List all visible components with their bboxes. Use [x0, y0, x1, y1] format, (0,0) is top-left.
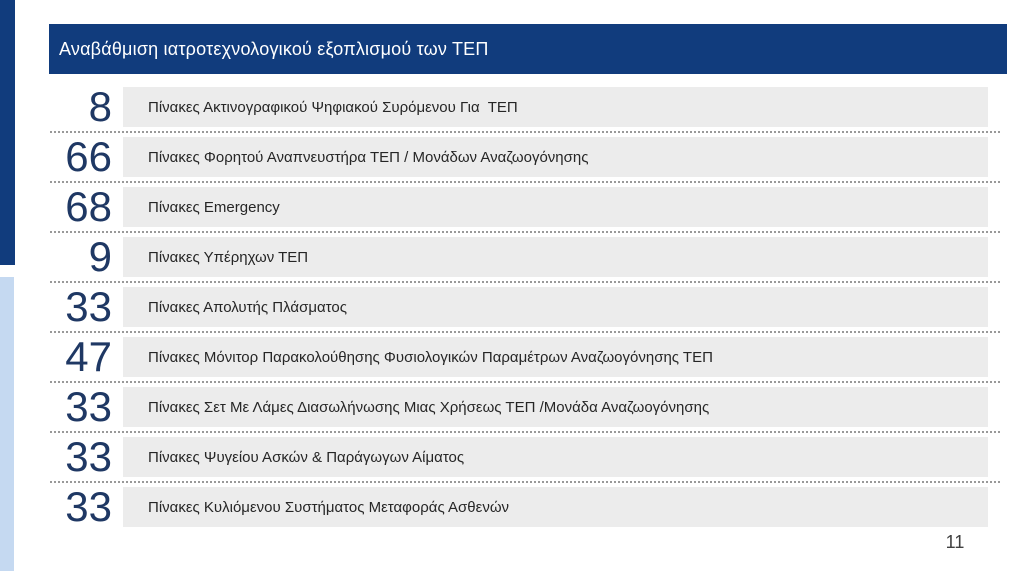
- item-label-bar: [123, 187, 988, 227]
- list-item: [50, 183, 1000, 237]
- item-label-bar: [123, 437, 988, 477]
- item-label-bar: [123, 237, 988, 277]
- item-count: 9: [88, 233, 112, 280]
- item-label: Πίνακες Απολυτής Πλάσματος: [148, 298, 347, 316]
- item-label: Πίνακες Μόνιτορ Παρακολούθησης Φυσιολογικών Παραμέτρων Αναζωογόνησης ΤΕΠ: [148, 348, 713, 366]
- row-separator: [50, 431, 1000, 433]
- item-label: Πίνακες Φορητού Αναπνευστήρα ΤΕΠ / Μονάδων Αναζωογόνησης: [148, 148, 589, 166]
- list-item: [50, 283, 1000, 337]
- item-label-bar: [123, 137, 988, 177]
- list-item: [50, 233, 1000, 287]
- item-count: 68: [65, 183, 112, 230]
- list-item: [50, 383, 1000, 437]
- row-separator: [50, 281, 1000, 283]
- page-number: 11: [945, 532, 965, 552]
- item-label: Πίνακες Υπέρηχων ΤΕΠ: [148, 248, 309, 266]
- list-item: [50, 133, 1000, 187]
- item-label-bar: [123, 87, 988, 127]
- item-label-bar: [123, 287, 988, 327]
- title-bar: [49, 24, 1007, 74]
- row-separator: [50, 131, 1000, 133]
- item-count: 33: [65, 383, 112, 430]
- row-separator: [50, 381, 1000, 383]
- list-item: [50, 433, 1000, 487]
- item-count: 8: [88, 83, 112, 130]
- item-label-bar: [123, 387, 988, 427]
- item-label: Πίνακες Ψυγείου Ασκών & Παράγωγων Αίματος: [148, 448, 465, 466]
- row-separator: [50, 231, 1000, 233]
- item-count: 47: [65, 333, 112, 380]
- equipment-list: [50, 83, 1000, 542]
- row-separator: [50, 481, 1000, 483]
- item-label: Πίνακες Σετ Με Λάμες Διασωλήνωσης Μιας Χρήσεως ΤΕΠ /Μονάδα Αναζωογόνησης: [148, 398, 710, 416]
- row-separator: [50, 331, 1000, 333]
- item-count: 33: [65, 283, 112, 330]
- sidebar-accent-light: [0, 277, 14, 571]
- list-item: [50, 333, 1000, 387]
- list-item: [50, 483, 1000, 537]
- item-label-bar: [123, 337, 988, 377]
- item-count: 33: [65, 483, 112, 530]
- item-count: 33: [65, 433, 112, 480]
- item-label-bar: [123, 487, 988, 527]
- item-label: Πίνακες Ακτινογραφικού Ψηφιακού Συρόμενου Για ΤΕΠ: [148, 98, 518, 116]
- item-label: Πίνακες Emergency: [148, 198, 280, 216]
- row-separator: [50, 181, 1000, 183]
- item-count: 66: [65, 133, 112, 180]
- sidebar-accent-dark: [0, 0, 15, 265]
- item-label: Πίνακες Κυλιόμενου Συστήματος Μεταφοράς Ασθενών: [148, 498, 510, 516]
- list-item: [50, 83, 1000, 137]
- slide-title: Αναβάθμιση ιατροτεχνολογικού εξοπλισμού των ΤΕΠ: [59, 38, 489, 59]
